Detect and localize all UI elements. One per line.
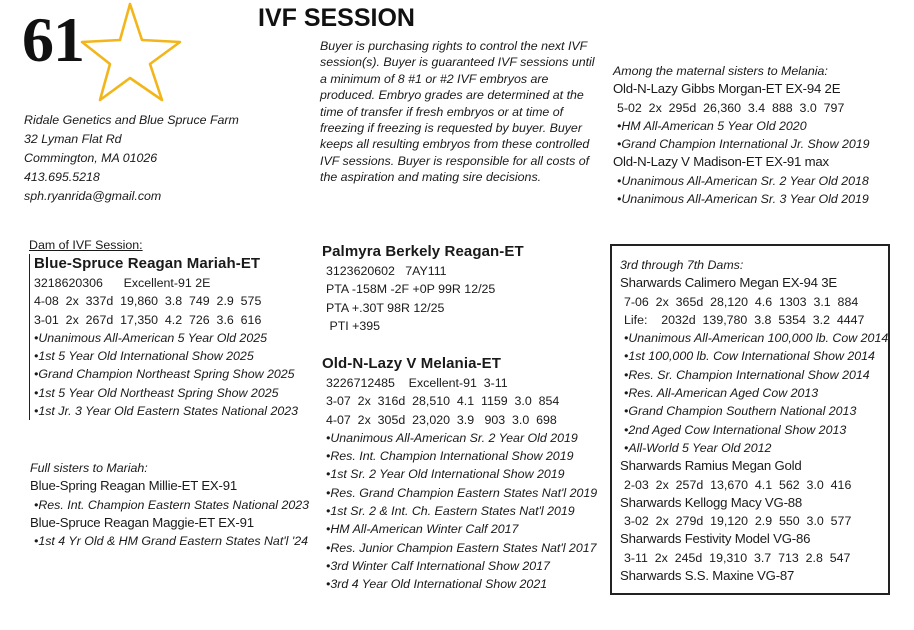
dam-honor: •1st 5 Year Old Northeast Spring Show 2025 [34, 385, 279, 400]
dam-name: Sharwards Kellogg Macy VG-88 [620, 494, 803, 510]
dam-name: Sharwards S.S. Maxine VG-87 [620, 568, 795, 584]
third-dam-line: Life: 2032d 139,780 3.8 5354 3.2 4447 [624, 312, 865, 327]
maternal-sister-honor: •HM All-American 5 Year Old 2020 [617, 118, 807, 133]
maternal-sister-honor: •Unanimous All-American Sr. 3 Year Old 2019 [617, 192, 869, 207]
sire-section [322, 242, 524, 335]
third-dam-honor: •Res. Sr. Champion International Show 2014 [624, 367, 870, 382]
dam-line: 4-08 2x 337d 19,860 3.8 749 2.9 575 [34, 294, 262, 309]
dam-record: 3-02 2x 279d 19,120 2.9 550 3.0 577 [624, 514, 852, 529]
granddam-honor: •1st Sr. 2 & Int. Ch. Eastern States Nat'l 2019 [326, 504, 575, 519]
maternal-sister-honor: •Grand Champion International Jr. Show 2019 [617, 137, 870, 152]
sire-line: PTA +.30T 98R 12/25 [326, 300, 445, 315]
third-dam-honor: •Grand Champion Southern National 2013 [624, 404, 857, 419]
dams-box [610, 244, 890, 595]
dam-name: Sharwards Festivity Model VG-86 [620, 531, 811, 547]
granddam-line: 3-07 2x 316d 28,510 4.1 1159 3.0 854 [326, 394, 560, 409]
dams-heading: 3rd through 7th Dams: [620, 258, 744, 272]
granddam-line: 4-07 2x 305d 23,020 3.9 903 3.0 698 [326, 412, 557, 427]
seller-city: Commington, MA 01026 [24, 151, 158, 165]
seller-address: 32 Lyman Flat Rd [24, 132, 122, 146]
maternal-sister-line: 5-02 2x 295d 26,360 3.4 888 3.0 797 [617, 100, 845, 115]
seller-email: sph.ryanrida@gmail.com [24, 189, 162, 203]
third-dam-honor: •Res. All-American Aged Cow 2013 [624, 386, 819, 401]
third-dam-honor: •2nd Aged Cow International Show 2013 [624, 422, 847, 437]
granddam-section [322, 354, 597, 594]
sire-name: Palmyra Berkely Reagan-ET [322, 243, 524, 260]
sister-name: Blue-Spring Reagan Millie-ET EX-91 [30, 478, 237, 494]
page-title: IVF SESSION [258, 4, 415, 32]
sister-name: Blue-Spruce Reagan Maggie-ET EX-91 [30, 514, 254, 530]
granddam-line: 3226712485 Excellent-91 3-11 [326, 376, 508, 390]
third-dam-honor: •Unanimous All-American 100,000 lb. Cow 2014 [624, 331, 889, 346]
third-dam-honor: •1st 100,000 lb. Cow International Show 2014 [624, 349, 875, 364]
dam-record: 2-03 2x 257d 13,670 4.1 562 3.0 416 [624, 477, 852, 492]
seller-info [24, 111, 239, 206]
sister-note: •Res. Int. Champion Eastern States National 2023 [34, 497, 310, 512]
maternal-heading: Among the maternal sisters to Melania: [613, 64, 828, 78]
granddam-honor: •1st Sr. 2 Year Old International Show 2019 [326, 467, 565, 482]
dam-line: 3-01 2x 267d 17,350 4.2 726 3.6 616 [34, 312, 262, 327]
lot-number: 61 [22, 4, 84, 75]
dam-section [26, 234, 301, 420]
third-dam-name: Sharwards Calimero Megan EX-94 3E [620, 275, 837, 291]
sire-line: PTI +395 [326, 318, 381, 333]
intro-paragraph: Buyer is purchasing rights to control the next IVF session(s). Buyer is guaranteed IVF sessions until a minimum of 8 #1 or #2 IVF embryos are produced. Embryo grades are determined at the time of transfer if fresh embryos or at time of freezing if freezing is requested by buyer. Buyer keeps all resulting embryos from these controlled IVF sessions. Buyer is responsible for all costs of the aspiration and mating sire decisions. [320, 39, 595, 185]
dam-heading: Dam of IVF Session: [29, 238, 143, 252]
granddam-honor: •HM All-American Winter Calf 2017 [326, 522, 519, 537]
granddam-honor: •3rd 4 Year Old International Show 2021 [326, 577, 548, 592]
granddam-name: Old-N-Lazy V Melania-ET [322, 355, 501, 372]
dam-honor: •1st Jr. 3 Year Old Eastern States National 2023 [34, 404, 299, 419]
seller-name: Ridale Genetics and Blue Spruce Farm [24, 113, 239, 127]
maternal-sister-name: Old-N-Lazy Gibbs Morgan-ET EX-94 2E [613, 81, 841, 97]
granddam-honor: •3rd Winter Calf International Show 2017 [326, 558, 550, 573]
dam-honor: •Grand Champion Northeast Spring Show 2025 [34, 367, 295, 382]
dam-honor: •1st 5 Year Old International Show 2025 [34, 349, 254, 364]
dam-name: Blue-Spruce Reagan Mariah-ET [34, 255, 261, 272]
dam-record: 3-11 2x 245d 19,310 3.7 713 2.8 547 [624, 550, 851, 565]
sire-line: PTA -158M -2F +0P 99R 12/25 [326, 282, 496, 297]
seller-phone: 413.695.5218 [24, 170, 100, 184]
sire-line: 3123620602 7AY111 [326, 264, 447, 278]
sisters-section [30, 459, 309, 550]
dam-name: Sharwards Ramius Megan Gold [620, 458, 802, 474]
granddam-honor: •Res. Int. Champion International Show 2019 [326, 449, 574, 464]
maternal-sisters-section [613, 62, 870, 208]
sisters-heading: Full sisters to Mariah: [30, 461, 148, 475]
granddam-honor: •Unanimous All-American Sr. 2 Year Old 2019 [326, 430, 578, 445]
dam-line: 3218620306 Excellent-91 2E [34, 276, 211, 290]
maternal-sister-honor: •Unanimous All-American Sr. 2 Year Old 2018 [617, 173, 869, 188]
dam-honor: •Unanimous All-American 5 Year Old 2025 [34, 330, 267, 345]
sister-note: •1st 4 Yr Old & HM Grand Eastern States Nat'l '24 [34, 534, 308, 549]
granddam-honor: •Res. Junior Champion Eastern States Nat'l 2017 [326, 540, 597, 555]
third-dam-honor: •All-World 5 Year Old 2012 [624, 440, 772, 455]
third-dam-line: 7-06 2x 365d 28,120 4.6 1303 3.1 884 [624, 294, 859, 309]
maternal-sister-name: Old-N-Lazy V Madison-ET EX-91 max [613, 154, 829, 170]
granddam-honor: •Res. Grand Champion Eastern States Nat'l 2019 [326, 485, 598, 500]
